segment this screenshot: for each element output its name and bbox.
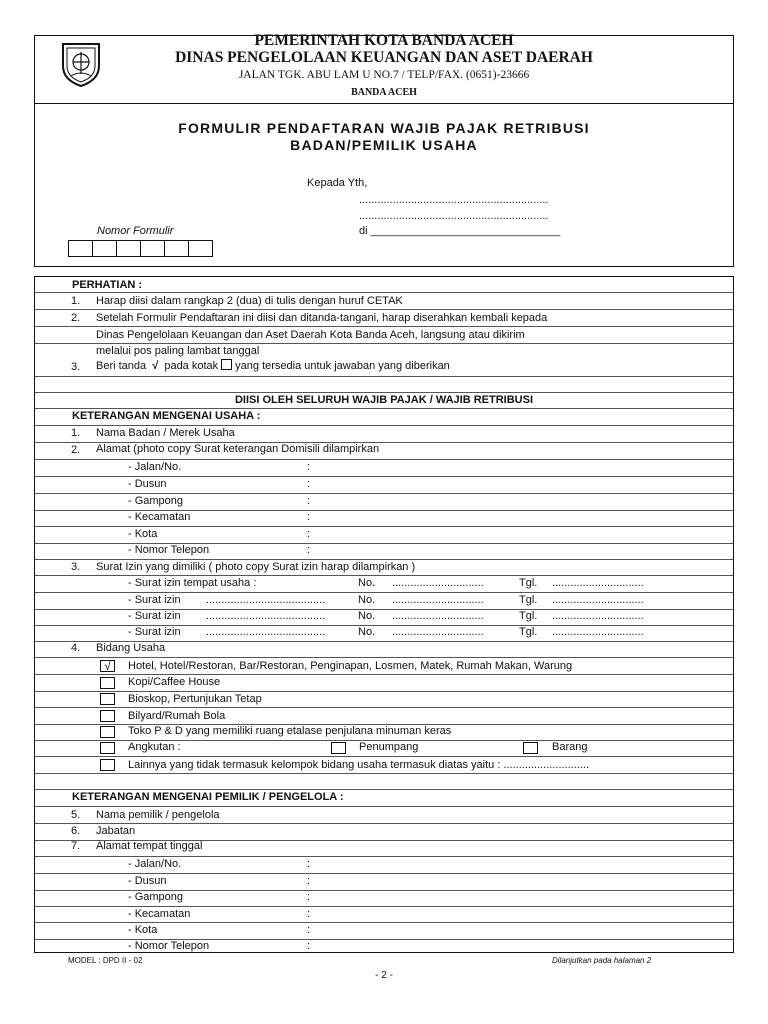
owner-address-kota[interactable] bbox=[35, 923, 733, 940]
field-row-business-type bbox=[35, 641, 733, 658]
address-field-kota[interactable] bbox=[35, 527, 733, 544]
checkbox[interactable] bbox=[100, 759, 115, 771]
instruction-number: 2. bbox=[71, 312, 81, 324]
colon: : bbox=[307, 891, 311, 903]
permit-row[interactable] bbox=[35, 593, 733, 610]
permit-date-label: Tgl. bbox=[519, 610, 538, 622]
business-type-option[interactable] bbox=[35, 675, 733, 692]
permit-date-label: Tgl. bbox=[519, 577, 538, 589]
instruction-text bbox=[96, 359, 450, 372]
checkbox[interactable] bbox=[523, 742, 538, 754]
option-label: Hotel, Hotel/Restoran, Bar/Restoran, Penginapan, Losmen, Matek, Rumah Makan, Warung bbox=[128, 660, 573, 672]
field-number: 6. bbox=[71, 825, 81, 837]
addressee-line-2[interactable]: .............................................................. bbox=[359, 210, 549, 222]
spacer-row bbox=[35, 377, 733, 393]
field-number: 7. bbox=[71, 840, 81, 852]
form-number-label: Nomor Formulir bbox=[97, 225, 174, 237]
address-field-phone[interactable] bbox=[35, 543, 733, 560]
form-model-code: MODEL : DPD II - 02 bbox=[68, 956, 143, 965]
form-number-boxes[interactable] bbox=[69, 240, 213, 257]
permit-label: - Surat izin bbox=[128, 594, 181, 606]
phone-label: - Nomor Telepon bbox=[128, 544, 210, 556]
gampong-label: - Gampong bbox=[128, 891, 184, 903]
permit-date-label: Tgl. bbox=[519, 626, 538, 638]
permits-label: Surat Izin yang dimiliki ( photo copy Surat izin harap dilampirkan ) bbox=[96, 561, 416, 573]
instruction-number: 3. bbox=[71, 361, 81, 373]
colon: : bbox=[307, 940, 311, 952]
business-type-option[interactable] bbox=[35, 724, 733, 741]
continued-note: Dilanjutkan pada halaman 2 bbox=[552, 956, 652, 965]
permit-no-label: No. bbox=[358, 626, 376, 638]
permit-date-field[interactable]: .............................. bbox=[552, 626, 644, 638]
instruction-row-cont bbox=[35, 344, 733, 360]
form-number-digit[interactable] bbox=[164, 240, 189, 257]
field-row-business-name[interactable] bbox=[35, 426, 733, 443]
permit-row[interactable] bbox=[35, 576, 733, 593]
owner-address-gampong[interactable] bbox=[35, 890, 733, 907]
addressee-location[interactable]: di _______________________________ bbox=[359, 225, 561, 237]
permit-date-field[interactable]: .............................. bbox=[552, 610, 644, 622]
field-row-permits bbox=[35, 559, 733, 576]
owner-address-label: Alamat tempat tinggal bbox=[96, 840, 203, 852]
permit-row[interactable] bbox=[35, 609, 733, 626]
instruction-text-part: yang tersedia untuk jawaban yang diberikan bbox=[235, 360, 450, 372]
form-number-digit[interactable] bbox=[68, 240, 93, 257]
permit-no-field[interactable]: .............................. bbox=[392, 626, 484, 638]
address-field-kecamatan[interactable] bbox=[35, 510, 733, 527]
option-label: Barang bbox=[552, 741, 588, 753]
permit-row[interactable] bbox=[35, 625, 733, 642]
business-type-option[interactable] bbox=[35, 691, 733, 708]
field-row-owner-address bbox=[35, 840, 733, 857]
form-body bbox=[34, 276, 734, 953]
checkbox-checked[interactable]: √ bbox=[100, 660, 115, 672]
option-label: Lainnya yang tidak termasuk kelompok bidang usaha termasuk diatas yaitu : ............................ bbox=[128, 759, 590, 771]
checkbox[interactable] bbox=[100, 693, 115, 705]
form-number-digit[interactable] bbox=[116, 240, 141, 257]
permit-label: - Surat izin tempat usaha : bbox=[128, 577, 257, 589]
field-row-address bbox=[35, 443, 733, 460]
option-label: Bilyard/Rumah Bola bbox=[128, 710, 226, 722]
instruction-number: 1. bbox=[71, 295, 81, 307]
checkbox[interactable] bbox=[331, 742, 346, 754]
field-row-position[interactable] bbox=[35, 824, 733, 841]
checkbox[interactable] bbox=[100, 677, 115, 689]
department-city: BANDA ACEH bbox=[351, 87, 417, 98]
perhatian-row bbox=[35, 277, 733, 293]
street-label: - Jalan/No. bbox=[128, 858, 182, 870]
option-label: Kopi/Caffee House bbox=[128, 676, 221, 688]
permit-no-field[interactable]: .............................. bbox=[392, 610, 484, 622]
kecamatan-label: - Kecamatan bbox=[128, 908, 191, 920]
colon: : bbox=[307, 461, 311, 473]
owner-name-label: Nama pemilik / pengelola bbox=[96, 809, 220, 821]
permit-no-label: No. bbox=[358, 577, 376, 589]
instruction-text-part: pada kotak bbox=[164, 360, 219, 372]
field-number: 2. bbox=[71, 444, 81, 456]
owner-address-kecamatan[interactable] bbox=[35, 906, 733, 923]
option-label: Bioskop, Pertunjukan Tetap bbox=[128, 693, 262, 705]
colon: : bbox=[307, 924, 311, 936]
address-label: Alamat (photo copy Surat keterangan Domisili dilampirkan bbox=[96, 443, 380, 455]
kota-label: - Kota bbox=[128, 924, 158, 936]
permit-name-field[interactable]: ....................................... bbox=[206, 610, 326, 622]
street-label: - Jalan/No. bbox=[128, 461, 182, 473]
check-mark-icon: √ bbox=[152, 360, 159, 372]
business-type-option[interactable] bbox=[35, 708, 733, 725]
addressee-line-1[interactable]: .............................................................. bbox=[359, 194, 549, 206]
form-title: FORMULIR PENDAFTARAN WAJIB PAJAK RETRIBUSI bbox=[178, 120, 590, 136]
permit-no-label: No. bbox=[358, 594, 376, 606]
section-title: DIISI OLEH SELURUH WAJIB PAJAK / WAJIB RETRIBUSI bbox=[234, 394, 534, 406]
checkbox[interactable] bbox=[100, 710, 115, 722]
option-label: Penumpang bbox=[359, 741, 419, 753]
permit-no-field[interactable]: .............................. bbox=[392, 577, 484, 589]
permit-label: - Surat izin bbox=[128, 626, 181, 638]
field-number: 5. bbox=[71, 809, 81, 821]
instruction-text: Harap diisi dalam rangkap 2 (dua) di tulis dengan huruf CETAK bbox=[96, 295, 403, 307]
colon: : bbox=[307, 495, 311, 507]
addressee-label: Kepada Yth, bbox=[307, 177, 368, 189]
usaha-title: KETERANGAN MENGENAI USAHA : bbox=[72, 410, 261, 422]
permit-date-field[interactable]: .............................. bbox=[552, 577, 644, 589]
colon: : bbox=[307, 511, 311, 523]
kota-label: - Kota bbox=[128, 528, 158, 540]
business-type-option[interactable] bbox=[35, 658, 733, 675]
permit-name-field[interactable]: ....................................... bbox=[206, 626, 326, 638]
permit-label: - Surat izin bbox=[128, 610, 181, 622]
gampong-label: - Gampong bbox=[128, 495, 184, 507]
colon: : bbox=[307, 544, 311, 556]
instruction-row bbox=[35, 293, 733, 310]
pemilik-title-row bbox=[35, 790, 733, 807]
instruction-text: Dinas Pengelolaan Keuangan dan Aset Daerah Kota Banda Aceh, langsung atau dikirim bbox=[96, 329, 525, 341]
permit-no-label: No. bbox=[358, 610, 376, 622]
kecamatan-label: - Kecamatan bbox=[128, 511, 191, 523]
dusun-label: - Dusun bbox=[128, 478, 167, 490]
colon: : bbox=[307, 875, 311, 887]
instruction-row-cont bbox=[35, 327, 733, 344]
department-address: JALAN TGK. ABU LAM U NO.7 / TELP/FAX. (0651)-23666 bbox=[238, 69, 530, 81]
address-field-dusun[interactable] bbox=[35, 477, 733, 494]
permit-no-field[interactable]: .............................. bbox=[392, 594, 484, 606]
pemilik-title: KETERANGAN MENGENAI PEMILIK / PENGELOLA : bbox=[72, 791, 344, 803]
dusun-label: - Dusun bbox=[128, 875, 167, 887]
field-number: 1. bbox=[71, 427, 81, 439]
header-divider bbox=[35, 103, 733, 104]
instruction-row bbox=[35, 310, 733, 327]
colon: : bbox=[307, 478, 311, 490]
form-number-digit[interactable] bbox=[140, 240, 165, 257]
spacer-row bbox=[35, 774, 733, 790]
form-number-digit[interactable] bbox=[188, 240, 213, 257]
address-field-gampong[interactable] bbox=[35, 494, 733, 511]
page-number: - 2 - bbox=[375, 970, 393, 981]
department-name: DINAS PENGELOLAAN KEUANGAN DAN ASET DAERAH bbox=[175, 49, 593, 66]
usaha-title-row bbox=[35, 409, 733, 426]
permit-date-field[interactable]: .............................. bbox=[552, 594, 644, 606]
phone-label: - Nomor Telepon bbox=[128, 940, 210, 952]
permit-name-field[interactable]: ....................................... bbox=[206, 594, 326, 606]
empty-checkbox-icon bbox=[221, 359, 232, 370]
owner-address-street[interactable] bbox=[35, 857, 733, 874]
checkbox[interactable] bbox=[100, 742, 115, 754]
instruction-text: Setelah Formulir Pendaftaran ini diisi dan ditanda-tangani, harap diserahkan kembali kepada bbox=[96, 312, 548, 324]
business-type-label: Bidang Usaha bbox=[96, 642, 166, 654]
owner-address-phone[interactable] bbox=[35, 939, 733, 953]
section-title-row bbox=[35, 393, 733, 409]
permit-date-label: Tgl. bbox=[519, 594, 538, 606]
colon: : bbox=[307, 528, 311, 540]
position-label: Jabatan bbox=[96, 825, 136, 837]
owner-address-dusun[interactable] bbox=[35, 874, 733, 891]
field-row-owner-name[interactable] bbox=[35, 807, 733, 824]
perhatian-title: PERHATIAN : bbox=[72, 279, 143, 291]
form-header bbox=[34, 32, 734, 267]
business-type-option[interactable] bbox=[35, 757, 733, 774]
colon: : bbox=[307, 858, 311, 870]
address-field-street[interactable] bbox=[35, 460, 733, 477]
business-name-label: Nama Badan / Merek Usaha bbox=[96, 427, 235, 439]
form-subtitle: BADAN/PEMILIK USAHA bbox=[290, 137, 478, 153]
instruction-text: melalui pos paling lambat tanggal bbox=[96, 345, 260, 357]
checkbox[interactable] bbox=[100, 726, 115, 738]
government-name: PEMERINTAH KOTA BANDA ACEH bbox=[254, 32, 514, 49]
business-type-option[interactable] bbox=[35, 740, 733, 757]
option-label: Angkutan : bbox=[128, 741, 181, 753]
colon: : bbox=[307, 908, 311, 920]
field-number: 3. bbox=[71, 561, 81, 573]
option-label: Toko P & D yang memiliki ruang etalase penjulana minuman keras bbox=[128, 725, 452, 737]
instruction-text-part: Beri tanda bbox=[96, 360, 147, 372]
instruction-row bbox=[35, 360, 733, 377]
field-number: 4. bbox=[71, 642, 81, 654]
form-number-digit[interactable] bbox=[92, 240, 117, 257]
